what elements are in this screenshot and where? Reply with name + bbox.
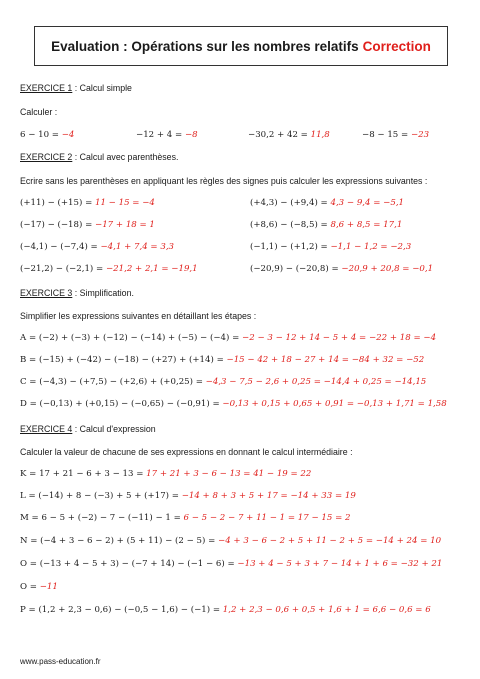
ex2-right-item: (+4,3) − (+9,4) = 4,3 − 9,4 = −5,1: [250, 198, 405, 208]
ex4-instruction: Calculer la valeur de chacune de ses expressions en donnant le calcul intermédiaire :: [20, 447, 353, 457]
ex2-title: : Calcul avec parenthèses.: [72, 152, 179, 162]
ex3-title: : Simplification.: [72, 288, 134, 298]
ex3-item: A = (−2) + (−3) + (−12) − (−14) + (−5) − (−4) = −2 − 3 − 12 + 14 − 5 + 4 = −22 + 18 = −4: [20, 333, 437, 343]
ex4-label: EXERCICE 4: [20, 424, 73, 434]
ex1-item: −8 − 15 = −23: [362, 130, 430, 140]
ex2-left-item: (+11) − (+15) = 11 − 15 = −4: [20, 198, 155, 208]
ex3-label: EXERCICE 3: [20, 288, 73, 298]
ex2-left-item: (−17) − (−18) = −17 + 18 = 1: [20, 220, 155, 230]
ex1-label: EXERCICE 1: [20, 83, 73, 93]
ex3-heading: [20, 287, 134, 299]
ex2-label: EXERCICE 2: [20, 152, 73, 162]
ex1-item: −30,2 + 42 = 11,8: [248, 130, 330, 140]
title-box: [34, 26, 448, 66]
ex3-instruction: Simplifier les expressions suivantes en détaillant les étapes :: [20, 311, 257, 321]
title-correction: Correction: [362, 38, 431, 54]
ex3-item: B = (−15) + (−42) − (−18) − (+27) + (+14) = −15 − 42 + 18 − 27 + 14 = −84 + 32 = −52: [20, 355, 425, 365]
ex2-left-item: (−4,1) − (−7,4) = −4,1 + 7,4 = 3,3: [20, 242, 175, 252]
ex4-item: O = −11: [20, 582, 58, 592]
ex4-title: : Calcul d'expression: [72, 424, 156, 434]
ex1-item: −12 + 4 = −8: [136, 130, 198, 140]
ex4-item: L = (−14) + 8 − (−3) + 5 + (+17) = −14 + 8 + 3 + 5 + 17 = −14 + 33 = 19: [20, 491, 356, 501]
ex1-heading: [20, 82, 132, 94]
ex3-item: C = (−4,3) − (+7,5) − (+2,6) + (+0,25) = −4,3 − 7,5 − 2,6 + 0,25 = −14,4 + 0,25 = −14,15: [20, 377, 427, 387]
ex4-heading: [20, 423, 156, 435]
ex2-right-item: (−20,9) − (−20,8) = −20,9 + 20,8 = −0,1: [250, 264, 434, 274]
ex4-item: O = (−13 + 4 − 5 + 3) − (−7 + 14) − (−1 − 6) = −13 + 4 − 5 + 3 + 7 − 14 + 1 + 6 = −32 + 21: [20, 559, 443, 569]
ex1-title: : Calcul simple: [72, 83, 132, 93]
ex3-item: D = (−0,13) + (+0,15) − (−0,65) − (−0,91) = −0,13 + 0,15 + 0,65 + 0,91 = −0,13 + 1,71 = 1,58: [20, 399, 447, 409]
ex1-item: 6 − 10 = −4: [20, 130, 75, 140]
footer-url: www.pass-education.fr: [20, 657, 101, 666]
ex1-instruction: Calculer :: [20, 107, 58, 117]
title-main: Evaluation : Opérations sur les nombres relatifs: [51, 38, 359, 54]
ex4-item: K = 17 + 21 − 6 + 3 − 13 = 17 + 21 + 3 − 6 − 13 = 41 − 19 = 22: [20, 469, 312, 479]
ex4-item: P = (1,2 + 2,3 − 0,6) − (−0,5 − 1,6) − (−1) = 1,2 + 2,3 − 0,6 + 0,5 + 1,6 + 1 = 6,6 − 0,6 = 6: [20, 605, 431, 615]
ex2-left-item: (−21,2) − (−2,1) = −21,2 + 2,1 = −19,1: [20, 264, 198, 274]
ex2-right-item: (+8,6) − (−8,5) = 8,6 + 8,5 = 17,1: [250, 220, 403, 230]
ex2-instruction: Ecrire sans les parenthèses en appliquant les règles des signes puis calculer les expressions suivantes :: [20, 176, 428, 186]
ex2-right-item: (−1,1) − (+1,2) = −1,1 − 1,2 = −2,3: [250, 242, 412, 252]
ex4-item: M = 6 − 5 + (−2) − 7 − (−11) − 1 = 6 − 5 − 2 − 7 + 11 − 1 = 17 − 15 = 2: [20, 513, 351, 523]
ex4-item: N = (−4 + 3 − 6 − 2) + (5 + 11) − (2 − 5) = −4 + 3 − 6 − 2 + 5 + 11 − 2 + 5 = −14 + 24 = 10: [20, 536, 442, 546]
ex2-heading: [20, 151, 178, 163]
